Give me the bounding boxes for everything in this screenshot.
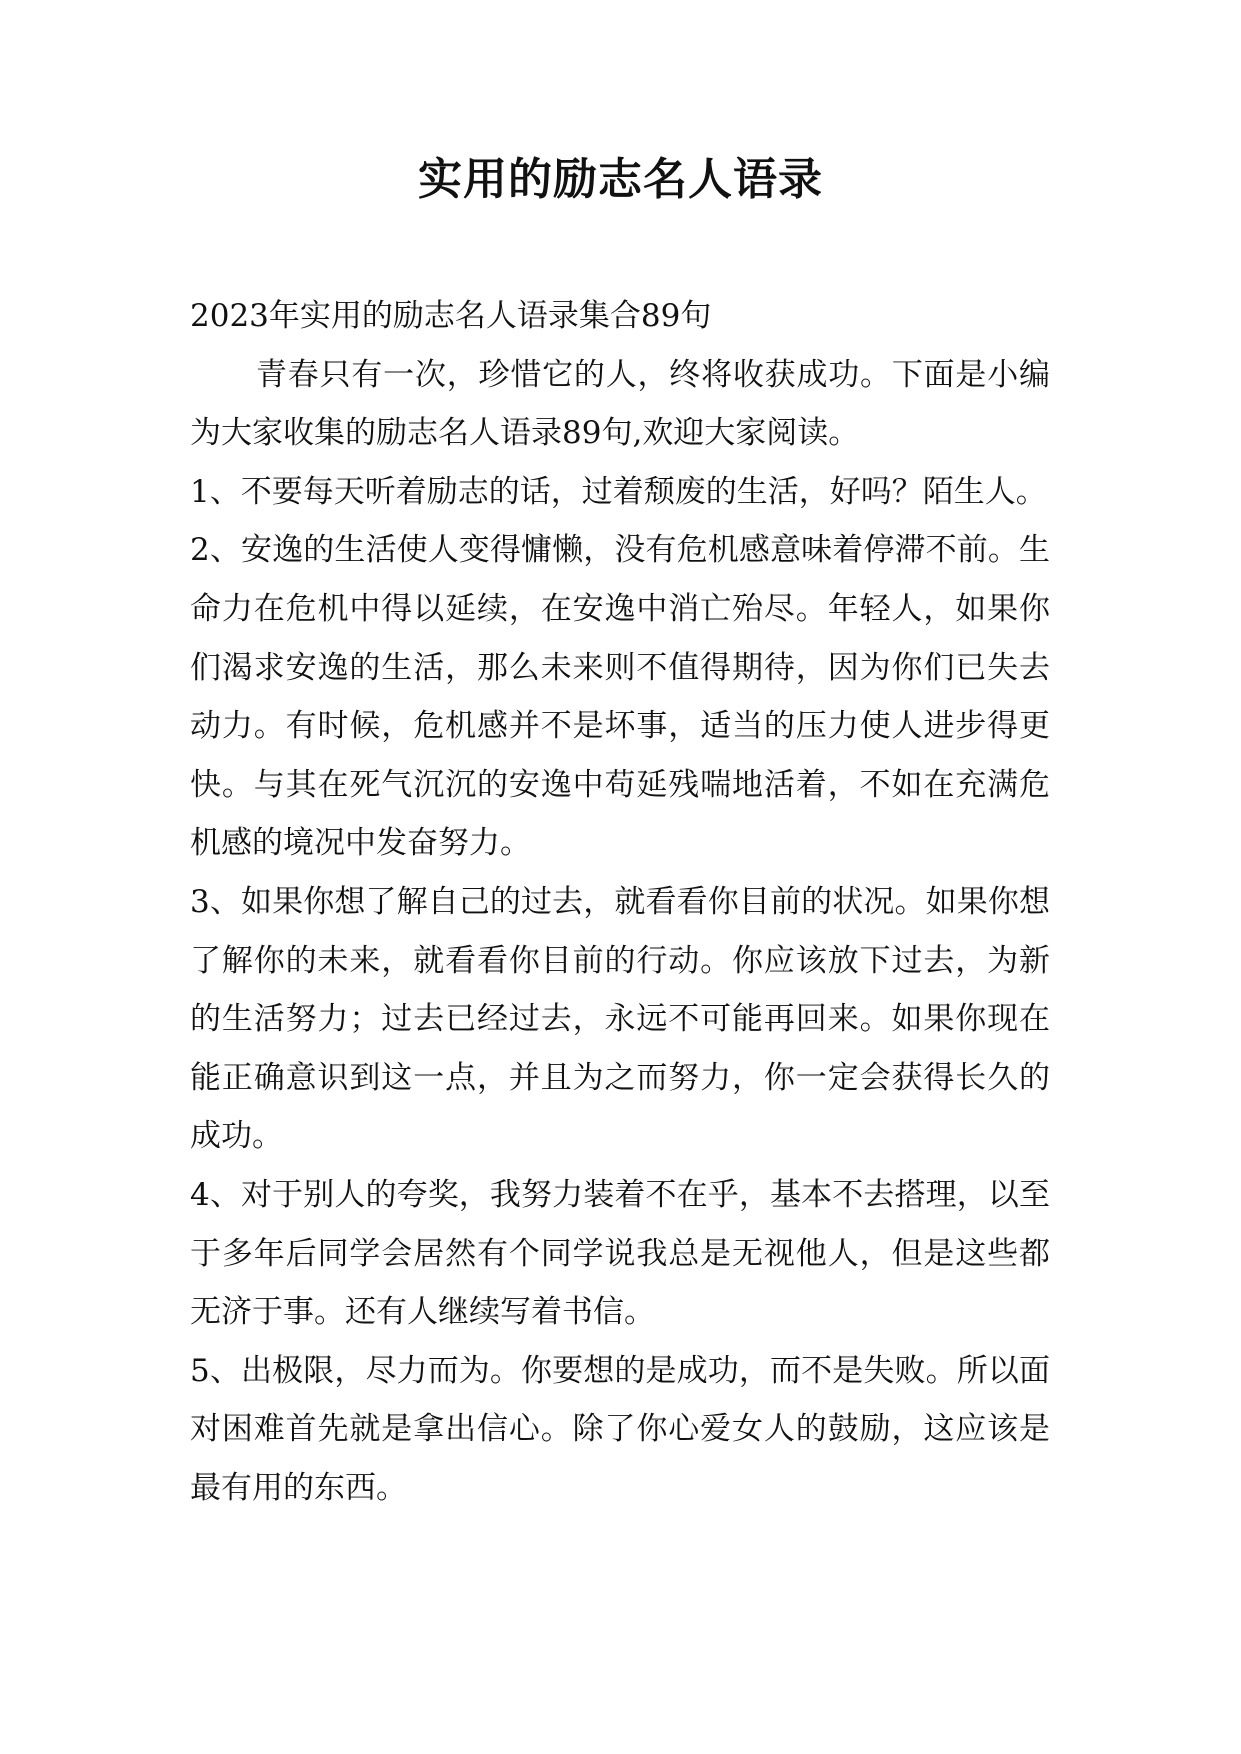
quote-paragraph-2: 2、安逸的生活使人变得慵懒，没有危机感意味着停滞不前。生命力在危机中得以延续，在安逸中消亡殆尽。年轻人，如果你们渴求安逸的生活，那么未来则不值得期待，因为你们已失去动力。有时候，危机感并不是坏事，适当的压力使人进步得更快。与其在死气沉沉的安逸中苟延残喘地活着，不如在充满危机感的境况中发奋努力。 xyxy=(190,532,1050,862)
document-title: 实用的励志名人语录 xyxy=(418,154,823,205)
document-body xyxy=(190,287,1050,1517)
quote-paragraph-5: 5、出极限，尽力而为。你要想的是成功，而不是失败。所以面对困难首先就是拿出信心。除了你心爱女人的鼓励，这应该是最有用的东西。 xyxy=(190,1352,1050,1506)
quote-paragraph-3: 3、如果你想了解自己的过去，就看看你目前的状况。如果你想了解你的未来，就看看你目前的行动。你应该放下过去，为新的生活努力；过去已经过去，永远不可能再回来。如果你现在能正确意识到这一点，并且为之而努力，你一定会获得长久的成功。 xyxy=(190,883,1050,1155)
document-subtitle: 2023年实用的励志名人语录集合89句 xyxy=(190,298,712,334)
quote-paragraph-1: 1、不要每天听着励志的话，过着颓废的生活，好吗？陌生人。 xyxy=(190,473,1047,510)
quote-paragraph-4: 4、对于别人的夸奖，我努力装着不在乎，基本不去搭理，以至于多年后同学会居然有个同学说我总是无视他人，但是这些都无济于事。还有人继续写着书信。 xyxy=(190,1176,1050,1331)
intro-paragraph: 青春只有一次，珍惜它的人，终将收获成功。下面是小编为大家收集的励志名人语录89句,欢迎大家阅读。 xyxy=(190,356,1050,452)
